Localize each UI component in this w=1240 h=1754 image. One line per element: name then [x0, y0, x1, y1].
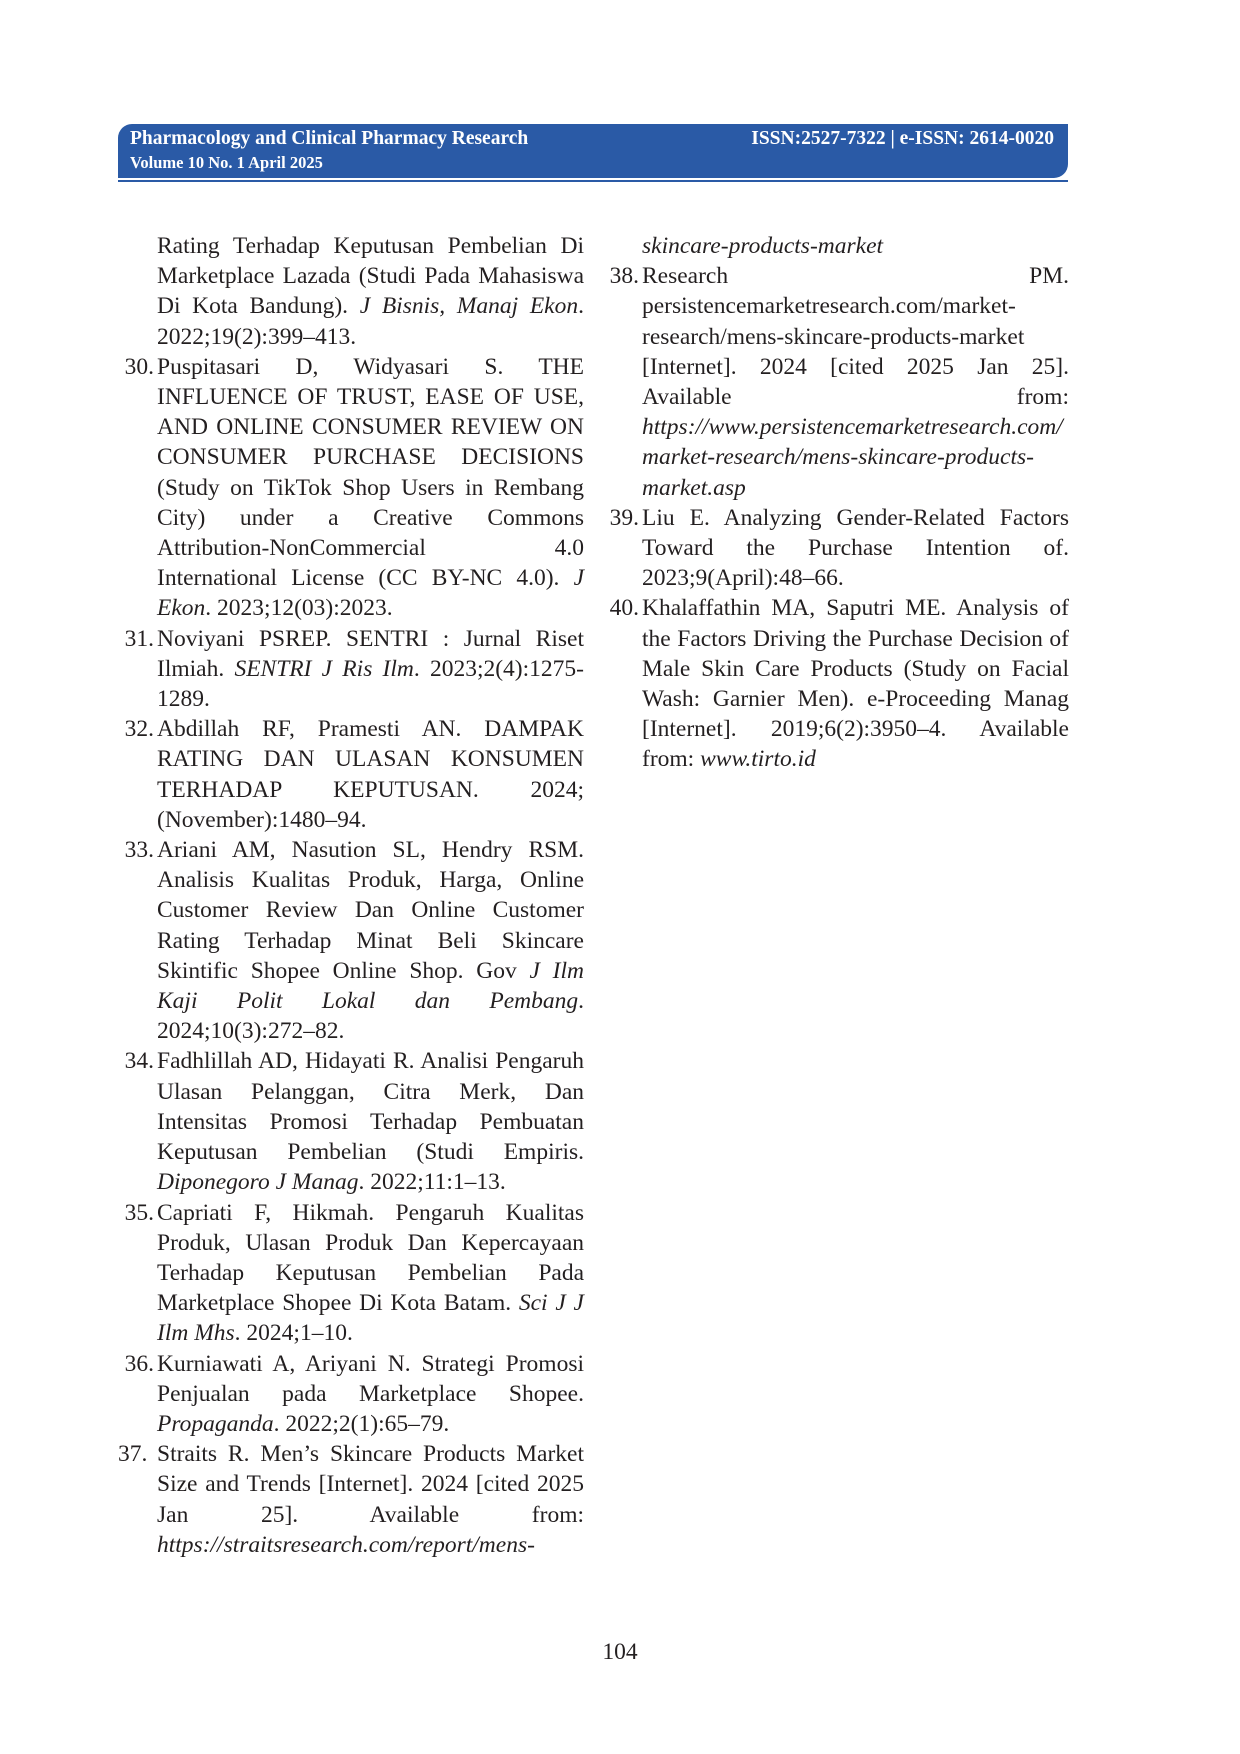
- reference-item: 33. Ariani AM, Nasution SL, Hendry RSM. Analisis Kualitas Produk, Harga, Online Customer Review Dan Online Customer Rating Terhadap Minat Beli Skincare Skintific Shopee Online Shop. Gov J Ilm Kaji Polit Lokal dan Pembang. 2024;10(3):272–82.: [118, 835, 584, 1046]
- references-left-column: [118, 231, 584, 1560]
- reference-journal: J Bisnis, Manaj Ekon: [359, 293, 579, 320]
- reference-item: 38. Research PM. persistencemarketresearch.com/market-research/mens-skincare-products-market [Internet]. 2024 [cited 2025 Jan 25]. Available from: https://www.persistencemarketresearch.com/market-research/mens-skincare-products-market.asp: [603, 261, 1069, 503]
- header-divider: [118, 180, 1068, 182]
- reference-item: 35. Capriati F, Hikmah. Pengaruh Kualitas Produk, Ulasan Produk Dan Kepercayaan Terhadap Keputusan Pembelian Pada Marketplace Shopee Di Kota Batam. Sci J J Ilm Mhs. 2024;1–10.: [118, 1198, 584, 1349]
- reference-number: 38.: [609, 263, 639, 290]
- reference-item: 34. Fadhlillah AD, Hidayati R. Analisi Pengaruh Ulasan Pelanggan, Citra Merk, Dan Intensitas Promosi Terhadap Pembuatan Keputusan Pembelian (Studi Empiris. Diponegoro J Manag. 2022;11:1–13.: [118, 1046, 584, 1197]
- reference-journal: Diponegoro J Manag: [157, 1169, 359, 1196]
- reference-continuation: [603, 231, 1069, 261]
- reference-link[interactable]: https://straitsresearch.com/report/mens-: [157, 1531, 535, 1558]
- reference-item: 37. Straits R. Men’s Skincare Products Market Size and Trends [Internet]. 2024 [cited 2025 Jan 25]. Available from: https://straitsresearch.com/report/mens-: [118, 1441, 584, 1558]
- reference-journal: Sci J J Ilm Mhs: [157, 1290, 584, 1347]
- reference-link[interactable]: www.tirto.id: [700, 746, 816, 773]
- reference-item: 31. Noviyani PSREP. SENTRI : Jurnal Riset Ilmiah. SENTRI J Ris Ilm. 2023;2(4):1275-1289.: [118, 624, 584, 715]
- reference-continuation: Rating Terhadap Keputusan Pembelian Di Marketplace Lazada (Studi Pada Mahasiswa Di Kota Bandung). J Bisnis, Manaj Ekon. 2022;19(2):399–413.: [157, 233, 584, 350]
- references-right-column: [603, 231, 1069, 775]
- journal-title: Pharmacology and Clinical Pharmacy Research: [130, 128, 529, 149]
- reference-link[interactable]: https://www.persistencemarketresearch.com/market-research/mens-skincare-products-market.asp: [642, 414, 1063, 501]
- reference-number: 33.: [124, 837, 154, 864]
- reference-journal: J Ekon: [157, 565, 584, 622]
- reference-number: 34.: [124, 1048, 154, 1075]
- reference-journal: J Ilm Kaji Polit Lokal dan Pembang: [157, 957, 584, 1015]
- reference-item: 36. Kurniawati A, Ariyani N. Strategi Promosi Penjualan pada Marketplace Shopee. Propaganda. 2022;2(1):65–79.: [118, 1349, 584, 1440]
- reference-number: 32.: [124, 716, 154, 743]
- reference-journal: Propaganda: [157, 1410, 274, 1437]
- reference-journal: SENTRI J Ris Ilm: [234, 655, 414, 682]
- journal-volume: Volume 10 No. 1 April 2025: [130, 153, 323, 172]
- reference-number: 31.: [124, 625, 154, 652]
- reference-item: 40. Khalaffathin MA, Saputri ME. Analysis of the Factors Driving the Purchase Decision of Male Skin Care Products (Study on Facial Wash: Garnier Men). e-Proceeding Manag [Internet]. 2019;6(2):3950–4. Available from: www.tirto.id: [603, 593, 1069, 774]
- reference-item: 30. Puspitasari D, Widyasari S. THE INFLUENCE OF TRUST, EASE OF USE, AND ONLINE CONSUMER REVIEW ON CONSUMER PURCHASE DECISIONS (Study on TikTok Shop Users in Rembang City) under a Creative Commons Attribution-NonCommercial 4.0 International License (CC BY-NC 4.0). J Ekon. 2023;12(03):2023.: [118, 352, 584, 624]
- journal-issn: ISSN:2527-7322 | e-ISSN: 2614-0020: [751, 128, 1054, 149]
- reference-link[interactable]: skincare-products-market: [642, 233, 884, 259]
- reference-item: 39. Liu E. Analyzing Gender-Related Factors Toward the Purchase Intention of. 2023;9(April):48–66.: [603, 503, 1069, 594]
- reference-number: 30.: [124, 353, 154, 380]
- reference-number: 39.: [609, 504, 639, 531]
- reference-number: 37.: [118, 1441, 148, 1468]
- page-number: 104: [602, 1639, 638, 1665]
- reference-number: 40.: [609, 595, 639, 622]
- journal-header-band: [118, 124, 1068, 178]
- reference-number: 35.: [124, 1199, 154, 1226]
- reference-item: 32. Abdillah RF, Pramesti AN. DAMPAK RATING DAN ULASAN KONSUMEN TERHADAP KEPUTUSAN. 2024;(November):1480–94.: [118, 714, 584, 835]
- reference-number: 36.: [124, 1350, 154, 1377]
